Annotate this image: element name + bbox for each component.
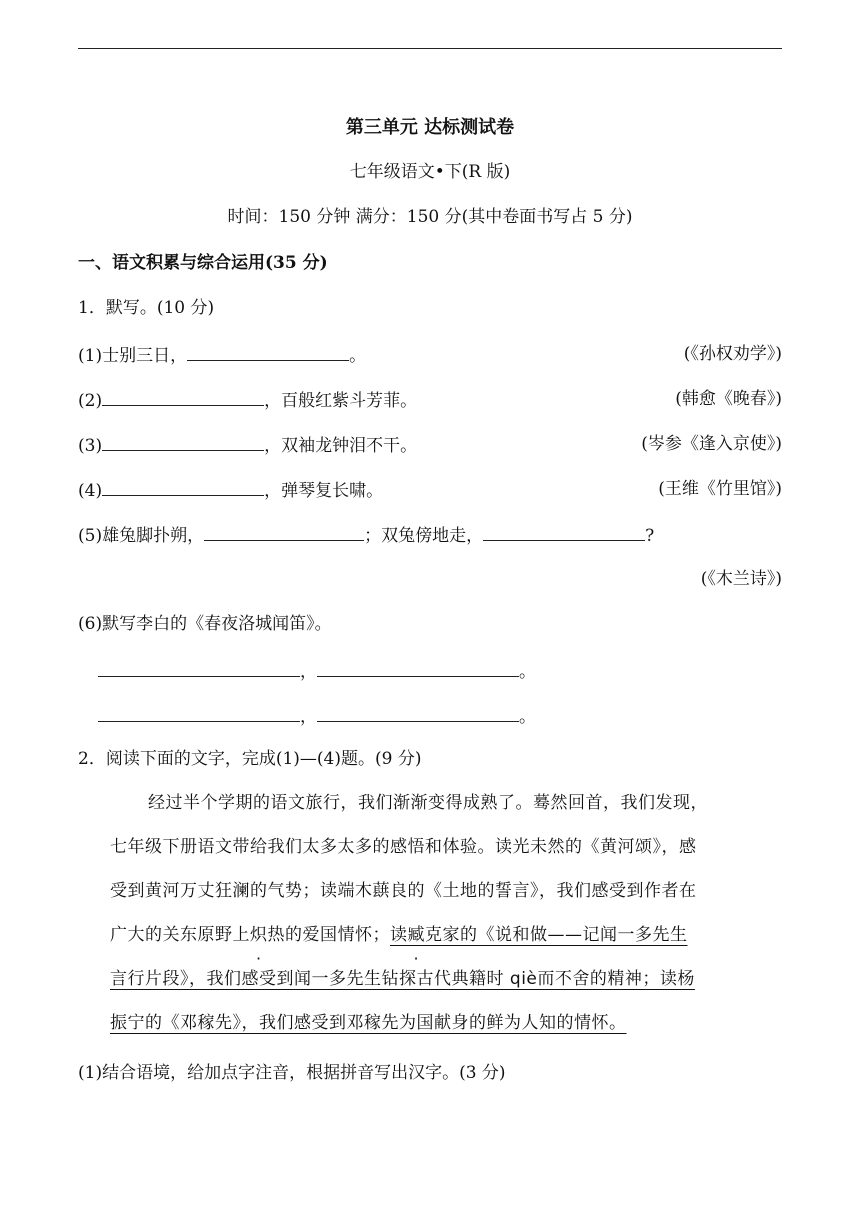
answer-blank[interactable]	[317, 658, 519, 677]
dictation-item-4	[78, 477, 383, 503]
dotted-char: 炽	[250, 925, 268, 945]
item-source: (王维《竹里馆》)	[658, 479, 782, 499]
dictation-item-6: (6)默写李白的《春夜洛城闻笛》。	[78, 614, 332, 634]
item-source: (岑参《逢入京使》)	[641, 434, 782, 454]
item-text: (2)	[78, 391, 103, 411]
exam-title: 第三单元 达标测试卷	[345, 117, 515, 138]
answer-blank[interactable]	[98, 658, 300, 677]
passage-line: 受到黄河万丈狂澜的气势；读端木蕻良的《土地的誓言》，我们感受到作者在	[110, 881, 697, 901]
passage-line: 七年级下册语文带给我们太多太多的感悟和体验。读光未然的《黄河颂》，感	[110, 837, 697, 857]
dictation-item-1	[78, 342, 366, 368]
item-source: (《孙权劝学》)	[683, 344, 782, 364]
dotted-char: 臧	[407, 925, 425, 945]
answer-blank[interactable]	[98, 703, 300, 722]
answer-blank[interactable]	[102, 432, 264, 451]
underlined-text: 克家的《说和做——记闻一多先生	[425, 925, 688, 945]
poem-blank-row-2	[98, 703, 536, 729]
answer-blank[interactable]	[102, 387, 264, 406]
passage-line	[110, 781, 782, 825]
item-source: (韩愈《晚春》)	[675, 389, 782, 409]
item-source: (《木兰诗》)	[700, 569, 782, 589]
punctuation: ，	[300, 662, 317, 682]
answer-blank[interactable]	[204, 522, 364, 541]
passage-line	[110, 913, 782, 957]
exam-info: 时间：150 分钟 满分：150 分(其中卷面书写占 5 分)	[227, 207, 633, 227]
item-text: (4)	[78, 481, 103, 501]
exam-subtitle: 七年级语文•下(R 版)	[349, 162, 511, 182]
dictation-item-3	[78, 432, 417, 458]
answer-blank[interactable]	[317, 703, 519, 722]
dictation-item-2	[78, 387, 417, 413]
item-text: ，双袖龙钟泪不干。	[264, 436, 418, 456]
reading-passage	[110, 781, 782, 1045]
passage-text: 广大的关东原野上	[110, 925, 250, 945]
item-text: (3)	[78, 436, 103, 456]
item-text: 。	[349, 346, 367, 366]
punctuation: 。	[519, 662, 536, 682]
sub-question-1: (1)结合语境，给加点字注音，根据拼音写出汉字。(3 分)	[78, 1063, 506, 1083]
item-text: ?	[645, 526, 655, 546]
item-text: ；双兔傍地走，	[364, 526, 484, 546]
underlined-text: 振宁的《邓稼先》，我们感受到邓稼先为国献身的鲜为人知的情怀。	[110, 1013, 627, 1033]
question-2-prompt: 2．阅读下面的文字，完成(1)—(4)题。(9 分)	[78, 749, 422, 769]
item-text: ，弹琴复长啸。	[264, 481, 384, 501]
section-heading: 一、语文积累与综合运用(35 分)	[78, 253, 328, 273]
answer-blank[interactable]	[187, 342, 349, 361]
item-text: ，百般红紫斗芳菲。	[264, 391, 418, 411]
passage-text: 经过半个学期的语文旅行，我们渐渐变得成熟了。蓦然回首，我们发现，	[148, 793, 708, 813]
punctuation: ，	[300, 707, 317, 727]
passage-text: 热的爱国情怀；	[267, 925, 390, 945]
punctuation: 。	[519, 707, 536, 727]
dictation-item-5	[78, 522, 654, 548]
item-text: (1)士别三日，	[78, 346, 188, 366]
answer-blank[interactable]	[483, 522, 645, 541]
item-text: (5)雄兔脚扑朔，	[78, 526, 205, 546]
question-1-prompt: 1．默写。(10 分)	[78, 298, 215, 318]
underlined-text: 言行片段》，我们感受到闻一多先生钻探古代典籍时 qiè而不舍的精神；读杨	[110, 969, 695, 989]
passage-line	[110, 957, 782, 1001]
header-rule	[78, 48, 782, 49]
underlined-text: 读	[390, 925, 408, 945]
passage-line	[110, 1001, 782, 1045]
poem-blank-row-1	[98, 658, 536, 684]
answer-blank[interactable]	[102, 477, 264, 496]
